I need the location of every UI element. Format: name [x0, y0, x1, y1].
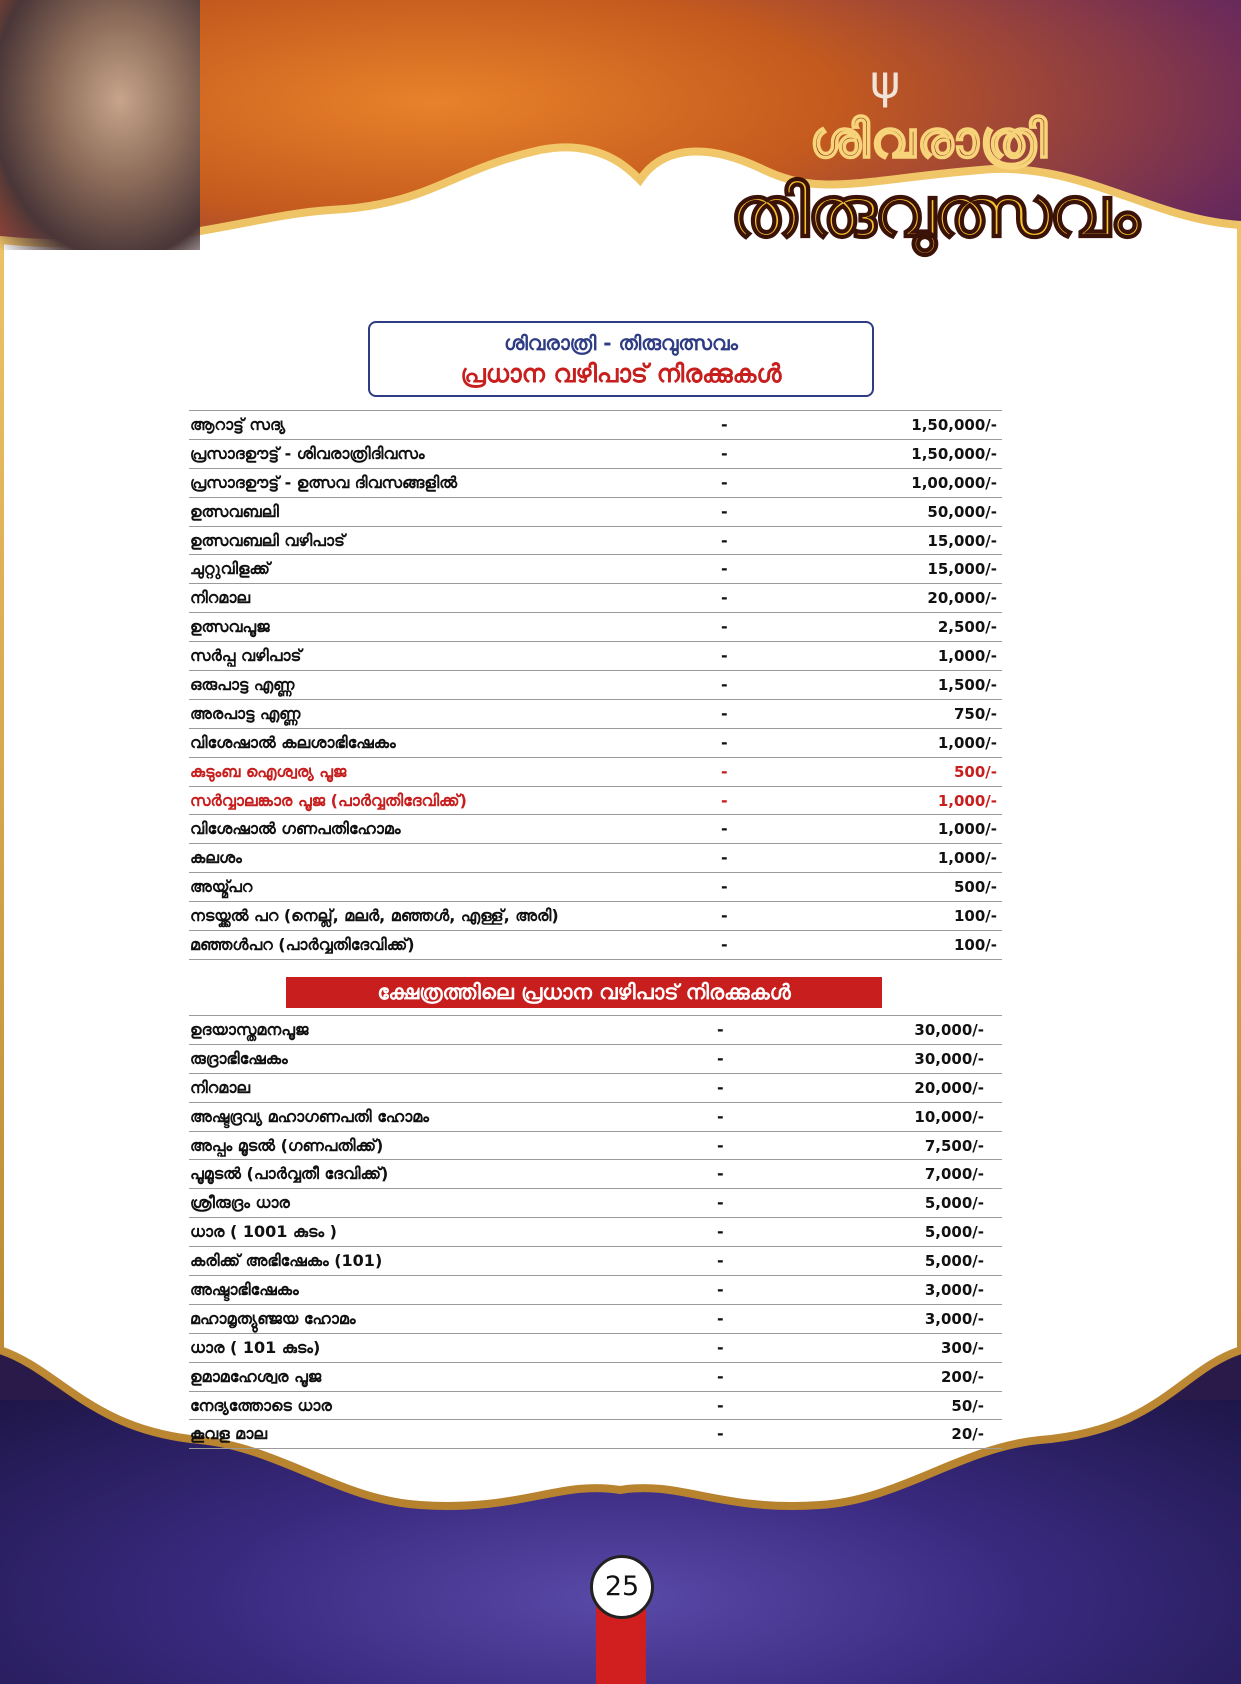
- table-row: [189, 1420, 1002, 1449]
- offering-price: 1,000/-: [937, 849, 997, 868]
- table-row: [189, 700, 1002, 729]
- separator-dash: -: [717, 1395, 724, 1415]
- offering-price: 30,000/-: [914, 1021, 984, 1039]
- separator-dash: -: [717, 1193, 724, 1213]
- table-row: [189, 729, 1002, 758]
- separator-dash: -: [721, 761, 728, 781]
- offering-name: മഞ്ഞൾപറ (പാർവ്വതിദേവിക്ക്): [190, 935, 415, 955]
- table-row: [189, 1276, 1002, 1305]
- separator-dash: -: [717, 1366, 724, 1386]
- title-line1: ശിവരാത്രി - തിരുവുത്സവം: [504, 331, 738, 355]
- table-row: [189, 410, 1002, 440]
- offering-name: ഉത്സവബലി: [190, 501, 279, 521]
- table-row: [189, 498, 1002, 527]
- offering-price: 20,000/-: [914, 1078, 984, 1097]
- offering-price: 500/-: [953, 762, 997, 781]
- offering-name: സർവ്വാലങ്കാര പൂജ (പാർവ്വതിദേവിക്ക്): [190, 790, 467, 810]
- offering-price: 1,00,000/-: [911, 473, 997, 492]
- separator-dash: -: [721, 530, 728, 550]
- table-row: [189, 1074, 1002, 1103]
- separator-dash: -: [721, 819, 728, 839]
- offering-name: നടയ്ക്കൽ പറ (നെല്ല്, മലർ, മഞ്ഞൾ, എള്ള്, അരി): [190, 906, 559, 926]
- offering-name: നേദ്യത്തോടെ ധാര: [190, 1395, 332, 1415]
- separator-dash: -: [717, 1164, 724, 1184]
- offering-name: സർപ്പ വഴിപാട്: [190, 646, 302, 666]
- title-line2: പ്രധാന വഴിപാട് നിരക്കുകൾ: [460, 359, 782, 388]
- offering-name: ധാര ( 1001 കുടം ): [190, 1222, 337, 1242]
- separator-dash: -: [721, 415, 728, 434]
- offering-price: 5,000/-: [924, 1252, 984, 1271]
- separator-dash: -: [717, 1337, 724, 1357]
- offering-price: 10,000/-: [914, 1107, 984, 1126]
- offering-price: 1,50,000/-: [911, 416, 997, 434]
- table-row: [189, 844, 1002, 873]
- offering-price: 3,000/-: [924, 1281, 984, 1300]
- offering-price: 1,000/-: [937, 791, 997, 810]
- page-number: 25: [590, 1555, 654, 1619]
- table-row: [189, 1392, 1002, 1421]
- table-row: [189, 1334, 1002, 1363]
- offering-name: കൂവള മാല: [190, 1424, 268, 1444]
- offering-price: 2,500/-: [937, 618, 997, 637]
- table-row: [189, 1247, 1002, 1276]
- separator-dash: -: [717, 1280, 724, 1300]
- separator-dash: -: [721, 559, 728, 579]
- offering-price: 1,000/-: [937, 820, 997, 839]
- table-row: [189, 1160, 1002, 1189]
- separator-dash: -: [717, 1048, 724, 1068]
- table-row: [189, 1015, 1002, 1045]
- offering-price: 50,000/-: [927, 502, 997, 521]
- offering-name: ഉത്സവബലി വഴിപാട്: [190, 530, 345, 550]
- table-row: [189, 1132, 1002, 1161]
- table-row: [189, 1363, 1002, 1392]
- offering-name: കുടുംബ ഐശ്വര്യ പൂജ: [190, 761, 347, 781]
- offering-name: പ്രസാദഊട്ട് - ഉത്സവ ദിവസങ്ങളിൽ: [190, 472, 458, 492]
- offering-name: മഹാമൃത്യുഞ്ജയ ഹോമം: [190, 1308, 356, 1328]
- offering-price: 3,000/-: [924, 1309, 984, 1328]
- table-row: [189, 671, 1002, 700]
- offering-price: 200/-: [940, 1367, 984, 1386]
- offering-price: 20/-: [951, 1425, 984, 1444]
- offering-price: 7,500/-: [924, 1136, 984, 1155]
- offering-price: 100/-: [953, 936, 997, 955]
- table-row: [189, 758, 1002, 787]
- separator-dash: -: [721, 443, 728, 463]
- separator-dash: -: [717, 1251, 724, 1271]
- temple-offerings-heading: ക്ഷേത്രത്തിലെ പ്രധാന വഴിപാട് നിരക്കുകൾ: [286, 977, 882, 1008]
- offering-name: അയ്മ്പറ: [190, 877, 253, 897]
- separator-dash: -: [721, 646, 728, 666]
- offering-price: 1,000/-: [937, 733, 997, 752]
- table-row: [189, 1189, 1002, 1218]
- table-row: [189, 555, 1002, 584]
- trident-icon: ψ: [870, 55, 901, 109]
- separator-dash: -: [721, 848, 728, 868]
- separator-dash: -: [717, 1106, 724, 1126]
- separator-dash: -: [721, 501, 728, 521]
- offering-name: ശ്രീരുദ്രം ധാര: [190, 1193, 290, 1213]
- offering-name: അഷ്ടാഭിഷേകം: [190, 1280, 299, 1300]
- separator-dash: -: [721, 790, 728, 810]
- offering-price: 50/-: [951, 1396, 984, 1415]
- offering-price: 1,50,000/-: [911, 444, 997, 463]
- offering-name: കരിക്ക് അഭിഷേകം (101): [190, 1251, 383, 1271]
- table-row: [189, 527, 1002, 556]
- table-row: [189, 1218, 1002, 1247]
- table-row: [189, 613, 1002, 642]
- festival-logo: [720, 55, 1160, 265]
- separator-dash: -: [721, 732, 728, 752]
- offering-name: ഉത്സവപൂജ: [190, 617, 270, 637]
- offering-name: ആറാട്ട് സദ്യ: [190, 415, 286, 434]
- separator-dash: -: [717, 1222, 724, 1242]
- offering-price: 750/-: [953, 704, 997, 723]
- offering-name: നിറമാല: [190, 588, 251, 608]
- separator-dash: -: [717, 1135, 724, 1155]
- separator-dash: -: [721, 877, 728, 897]
- separator-dash: -: [721, 472, 728, 492]
- offering-name: പ്രസാദഊട്ട് - ശിവരാത്രിദിവസം: [190, 443, 425, 463]
- offering-price: 1,500/-: [937, 676, 997, 695]
- offering-name: അപ്പം മൂടൽ (ഗണപതിക്ക്): [190, 1135, 384, 1155]
- separator-dash: -: [721, 617, 728, 637]
- offering-price: 7,000/-: [924, 1165, 984, 1184]
- table-row: [189, 1305, 1002, 1334]
- offering-name: ചുറ്റുവിളക്ക്: [190, 559, 270, 579]
- deity-image: [0, 0, 200, 250]
- offering-price: 20,000/-: [927, 589, 997, 608]
- table-row: [189, 815, 1002, 844]
- offering-price: 5,000/-: [924, 1194, 984, 1213]
- offering-name: കലശം: [190, 848, 242, 868]
- festival-offerings-table: [189, 410, 1002, 960]
- offering-name: പൂമൂടൽ (പാർവ്വതീ ദേവിക്ക്): [190, 1164, 389, 1184]
- temple-offerings-table: [189, 1015, 1002, 1449]
- offering-name: ഉമാമഹേശ്വര പൂജ: [190, 1366, 322, 1386]
- title-box: [368, 321, 874, 397]
- offering-price: 15,000/-: [927, 560, 997, 579]
- offering-name: രുദ്രാഭിഷേകം: [190, 1048, 288, 1068]
- separator-dash: -: [717, 1424, 724, 1444]
- table-row: [189, 440, 1002, 469]
- separator-dash: -: [717, 1308, 724, 1328]
- offering-price: 30,000/-: [914, 1049, 984, 1068]
- table-row: [189, 1045, 1002, 1074]
- logo-line2: തിരുവുത്സവം: [730, 170, 1138, 253]
- offering-name: ധാര ( 101 കുടം): [190, 1337, 321, 1357]
- separator-dash: -: [721, 703, 728, 723]
- table-row: [189, 787, 1002, 816]
- table-row: [189, 642, 1002, 671]
- table-row: [189, 584, 1002, 613]
- separator-dash: -: [721, 588, 728, 608]
- table-row: [189, 1103, 1002, 1132]
- table-row: [189, 931, 1002, 960]
- table-row: [189, 469, 1002, 498]
- separator-dash: -: [721, 906, 728, 926]
- offering-price: 500/-: [953, 878, 997, 897]
- offering-name: നിറമാല: [190, 1077, 251, 1097]
- separator-dash: -: [721, 935, 728, 955]
- offering-price: 5,000/-: [924, 1223, 984, 1242]
- offering-name: അരപാട്ട എണ്ണ: [190, 703, 301, 723]
- offering-name: ഉദയാസ്തമനപൂജ: [190, 1020, 309, 1039]
- separator-dash: -: [717, 1020, 724, 1039]
- offering-name: വിശേഷാൽ കലശാഭിഷേകം: [190, 732, 396, 752]
- table-row: [189, 873, 1002, 902]
- offering-price: 1,000/-: [937, 647, 997, 666]
- offering-price: 100/-: [953, 907, 997, 926]
- logo-line1: ശിവരാത്രി: [810, 110, 1049, 169]
- offering-name: വിശേഷാൽ ഗണപതിഹോമം: [190, 819, 401, 839]
- offering-price: 15,000/-: [927, 531, 997, 550]
- separator-dash: -: [721, 675, 728, 695]
- separator-dash: -: [717, 1077, 724, 1097]
- offering-price: 300/-: [940, 1338, 984, 1357]
- offering-name: അഷ്ടദ്രവ്യ മഹാഗണപതി ഹോമം: [190, 1106, 429, 1126]
- offering-name: ഒരുപാട്ട എണ്ണ: [190, 675, 295, 695]
- table-row: [189, 902, 1002, 931]
